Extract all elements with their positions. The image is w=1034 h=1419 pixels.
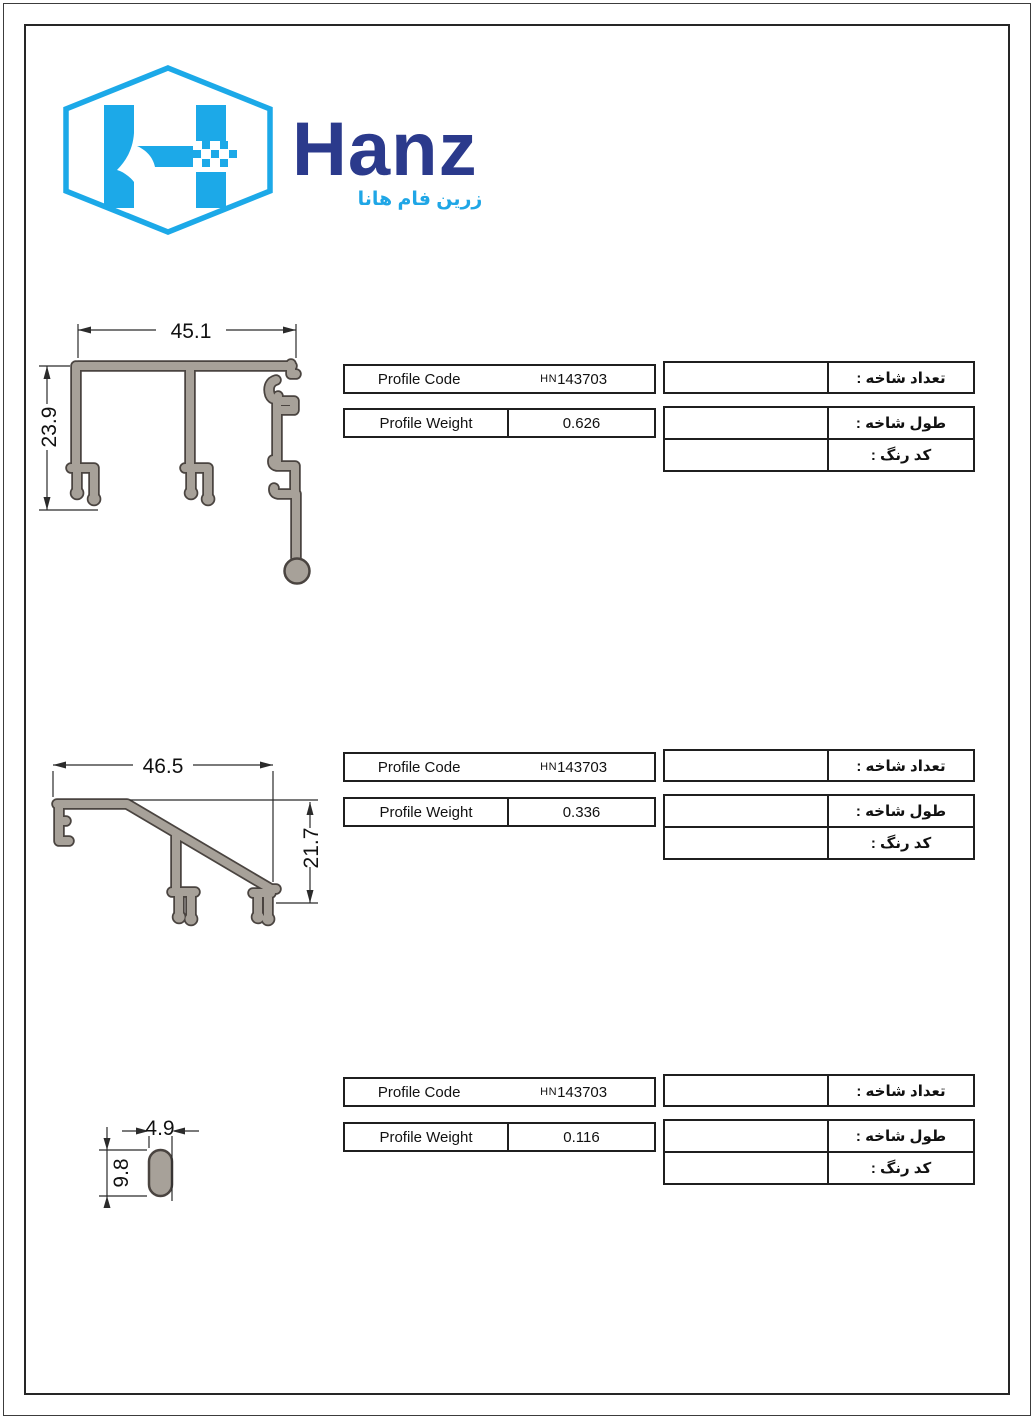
- branch-count-label: تعداد شاخه :: [856, 757, 946, 775]
- branch-count-label: تعداد شاخه :: [856, 369, 946, 387]
- color-code-row: [665, 1153, 973, 1183]
- profile-weight-label: Profile Weight: [345, 410, 509, 436]
- color-code-value-cell: [665, 828, 829, 858]
- branch-length-row: [665, 796, 973, 828]
- branch-length-color-box-3: [663, 1119, 975, 1185]
- branch-count-box-3: [663, 1074, 975, 1107]
- profile-drawing-2: [30, 740, 340, 940]
- color-code-label: کد رنگ :: [870, 835, 932, 852]
- profile-code-label: Profile Code: [377, 758, 461, 776]
- profile3-height-dimension: [99, 1127, 147, 1208]
- brand-tagline: زرین فام هانا: [357, 189, 483, 210]
- profile2-height-dimension: [130, 800, 323, 903]
- code-prefix: HN: [540, 761, 558, 773]
- h-monogram: [104, 105, 237, 208]
- profile2-width-label: 46.5: [142, 755, 184, 778]
- color-code-row: [665, 440, 973, 470]
- profile1-width-label: 45.1: [170, 320, 212, 343]
- branch-length-value-cell: [665, 796, 829, 826]
- profile-code-value: [493, 366, 654, 392]
- color-code-value-cell: [665, 1153, 829, 1183]
- profile1-width-dimension: [78, 320, 296, 358]
- branch-count-value-cell: [665, 751, 829, 780]
- profile-code-label: Profile Code: [377, 370, 461, 388]
- hanz-logo-icon: [60, 58, 276, 242]
- profile-weight-box-1: [343, 408, 656, 438]
- color-code-label: کد رنگ :: [870, 1160, 932, 1177]
- branch-length-value-cell: [665, 408, 829, 438]
- profile-weight-label: Profile Weight: [345, 799, 509, 825]
- profile2-height-label: 21.7: [300, 827, 323, 869]
- profile-code-box-1: [343, 364, 656, 394]
- branch-count-box-2: [663, 749, 975, 782]
- branch-length-color-box-2: [663, 794, 975, 860]
- color-code-label: کد رنگ :: [870, 447, 932, 464]
- color-code-value-cell: [665, 440, 829, 470]
- code-prefix: HN: [540, 1086, 558, 1098]
- profile3-height-label: 9.8: [110, 1158, 133, 1188]
- profile-weight-box-3: [343, 1122, 656, 1152]
- branch-length-color-box-1: [663, 406, 975, 472]
- code-number: 143703: [557, 758, 608, 776]
- profile-weight-value: 0.626: [562, 414, 601, 432]
- profile-weight-box-2: [343, 797, 656, 827]
- branch-length-label: طول شاخه :: [855, 1128, 947, 1145]
- branch-count-label: تعداد شاخه :: [856, 1082, 946, 1100]
- branch-count-value-cell: [665, 1076, 829, 1105]
- profile-weight-value: 0.116: [563, 1128, 600, 1146]
- profile1-height-label: 23.9: [38, 406, 61, 448]
- profile-drawing-3: [75, 1095, 235, 1220]
- color-code-row: [665, 828, 973, 858]
- profile-weight-label: Profile Weight: [345, 1124, 509, 1150]
- branch-length-row: [665, 1121, 973, 1153]
- profile-code-value: [493, 754, 654, 780]
- profile2-width-dimension: [53, 755, 273, 882]
- profile-code-value: [493, 1079, 654, 1105]
- branch-length-label: طول شاخه :: [855, 415, 947, 432]
- profile3-capsule: [149, 1150, 172, 1196]
- code-prefix: HN: [540, 373, 558, 385]
- branch-length-value-cell: [665, 1121, 829, 1151]
- profile-code-box-2: [343, 752, 656, 782]
- branch-length-label: طول شاخه :: [855, 803, 947, 820]
- profile-weight-value: 0.336: [562, 803, 601, 821]
- brand-wordmark: Hanz: [292, 107, 478, 192]
- profile1-ball-end: [285, 559, 310, 584]
- profile-code-label: Profile Code: [377, 1083, 461, 1101]
- branch-count-value-cell: [665, 363, 829, 392]
- code-number: 143703: [557, 1083, 608, 1101]
- profile-code-box-3: [343, 1077, 656, 1107]
- profile-drawing-1: [30, 300, 340, 600]
- branch-count-box-1: [663, 361, 975, 394]
- branch-length-row: [665, 408, 973, 440]
- profile3-width-label: 4.9: [145, 1117, 175, 1140]
- code-number: 143703: [557, 370, 608, 388]
